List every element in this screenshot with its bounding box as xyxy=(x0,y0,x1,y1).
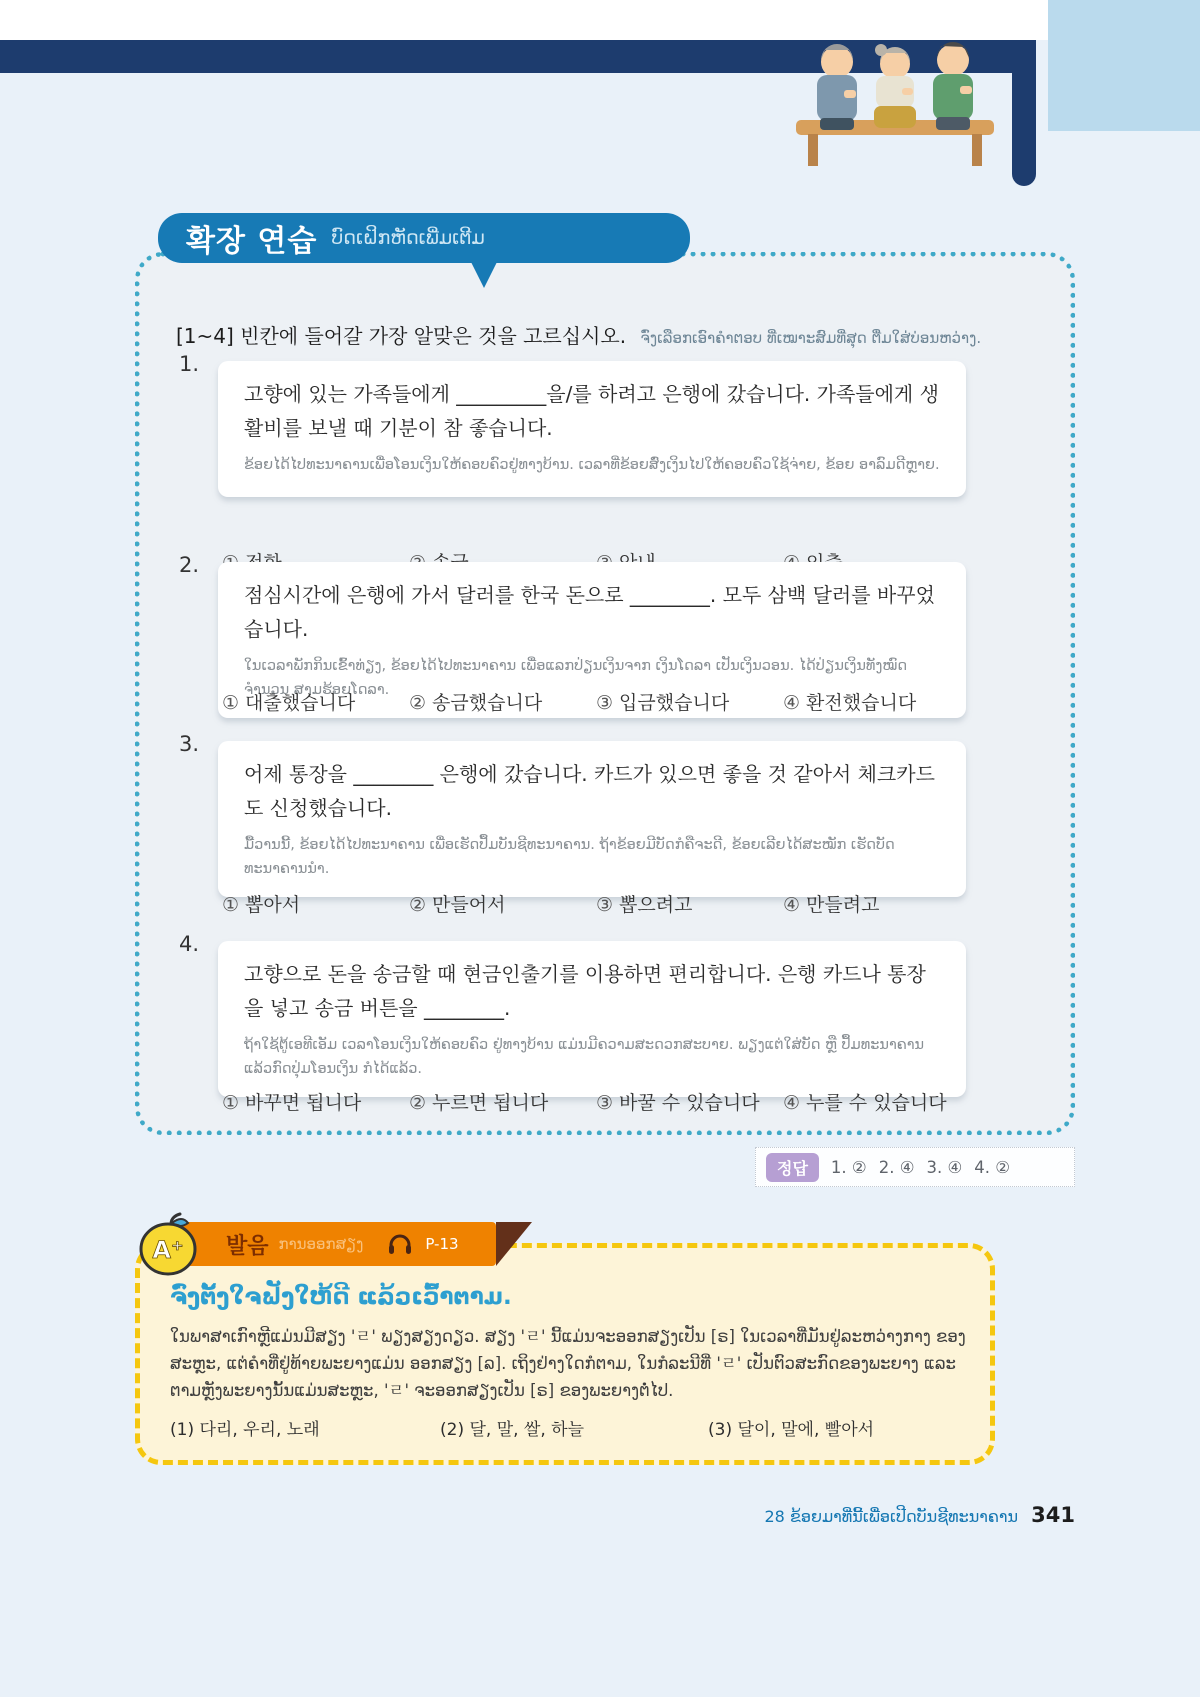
choices-row xyxy=(222,890,1012,917)
choice-label: 누를 수 있습니다 xyxy=(806,1092,947,1114)
choice-label: 누르면 됩니다 xyxy=(432,1092,549,1114)
choice-marker: ③ xyxy=(596,894,614,916)
people-illustration xyxy=(782,22,1007,174)
choice-label: 바꿀 수 있습니다 xyxy=(619,1092,760,1114)
pronunciation-title-ko: 발음 xyxy=(226,1233,269,1259)
choice-option[interactable] xyxy=(783,1088,970,1115)
question-number: 2. xyxy=(179,553,200,577)
section-header xyxy=(158,213,690,263)
pronunciation-title-lao: ການອອກສຽງ xyxy=(278,1235,364,1253)
choice-label: 뽑아서 xyxy=(245,894,301,916)
ribbon-fold-icon xyxy=(496,1222,532,1266)
choice-label: 뽑으려고 xyxy=(619,894,693,916)
pronunciation-examples xyxy=(170,1415,960,1440)
header-pointer-icon xyxy=(470,260,498,288)
choice-option[interactable] xyxy=(596,688,783,715)
choice-marker: ③ xyxy=(596,692,614,714)
choice-option[interactable] xyxy=(409,688,596,715)
choice-label: 만들어서 xyxy=(432,894,506,916)
instruction-line xyxy=(176,320,1046,349)
choice-marker: ② xyxy=(409,692,427,714)
example-item: (1) 다리, 우리, 노래 xyxy=(170,1420,320,1440)
answer-item: 4. ② xyxy=(974,1157,1011,1177)
choice-option[interactable] xyxy=(222,890,409,917)
choice-marker: ④ xyxy=(783,894,801,916)
choice-marker: ① xyxy=(222,692,240,714)
question-number: 1. xyxy=(179,352,200,376)
choice-marker: ② xyxy=(409,894,427,916)
choice-option[interactable] xyxy=(783,688,970,715)
choice-marker: ③ xyxy=(596,1092,614,1114)
question-text-lao: ໃນເວລາພັກກິນເຂົ້າທ່ຽງ, ຂ້ອຍໄດ້ໄປທະນາຄານ ເພື່ອແລກປ່ຽນເງິນຈາກ ເງິນໂດລາ ເປັນເງິນວອນ. ໄດ້ປ່ຽນເງິນທັງໝົດຈຳນວນ ສາມຮ້ອຍໂດລາ. xyxy=(244,658,908,698)
top-sky-block xyxy=(1048,0,1200,131)
answer-key xyxy=(755,1147,1075,1187)
answer-item: 2. ④ xyxy=(878,1157,915,1177)
choice-label: 송금했습니다 xyxy=(432,692,543,714)
pronunciation-box-title: ຈົ່ງຕັ້ງໃຈຟັງໃຫ້ດີ ແລ້ວເວົ້າຕາມ. xyxy=(170,1284,512,1310)
choice-option[interactable] xyxy=(596,1088,783,1115)
top-navy-corner xyxy=(1012,40,1036,186)
pronunciation-box xyxy=(135,1243,995,1465)
choice-option[interactable] xyxy=(409,890,596,917)
choice-option[interactable] xyxy=(222,688,409,715)
choice-marker: ① xyxy=(222,894,240,916)
choice-option[interactable] xyxy=(596,890,783,917)
audio-track-label[interactable]: P-13 xyxy=(425,1235,459,1253)
choice-label: 만들려고 xyxy=(806,894,880,916)
chapter-number: 28 xyxy=(764,1507,785,1526)
instruction-ko: [1~4] 빈칸에 들어갈 가장 알맞은 것을 고르십시오. xyxy=(176,324,627,348)
choice-marker: ② xyxy=(409,1092,427,1114)
question-text-ko: 점심시간에 은행에 가서 달러를 한국 돈으로 ________. 모두 삼백 달러를 바꾸었습니다. xyxy=(244,583,935,641)
question-text-ko: 어제 통장을 ________ 은행에 갔습니다. 카드가 있으면 좋을 것 같아서 체크카드도 신청했습니다. xyxy=(244,762,935,820)
question-text-ko: 고향에 있는 가족들에게 _________을/를 하려고 은행에 갔습니다. 가족들에게 생활비를 보낼 때 기분이 참 좋습니다. xyxy=(244,382,939,440)
question-text-lao: ຂ້ອຍໄດ້ໄປທະນາຄານເພື່ອໂອນເງິນໃຫ້ຄອບຄົວຢູ່ທາງບ້ານ. ເວລາທີ່ຂ້ອຍສົ່ງເງິນໄປໃຫ້ຄອບຄົວໃຊ້ຈ່າຍ, ຂ້ອຍ ອາລົມດີຫຼາຍ. xyxy=(244,457,940,473)
choice-option[interactable] xyxy=(783,890,970,917)
choice-option[interactable] xyxy=(222,1088,409,1115)
choice-label: 바꾸면 됩니다 xyxy=(245,1092,362,1114)
question-text-lao: ຖ້າໃຊ້ຕູ້ເອທີເອັມ ເວລາໂອນເງິນໃຫ້ຄອບຄົວ ຢູ່ທາງບ້ານ ແມ່ນມີຄວາມສະດວກສະບາຍ. ພຽງແຕ່ໃສ່ບັດ ຫຼື ປຶ້ມທະນາຄານ ແລ້ວກົດປຸ່ມໂອນເງິນ ກໍໄດ້ແລ້ວ. xyxy=(244,1037,925,1077)
svg-text:A⁺: A⁺ xyxy=(152,1236,184,1264)
answer-key-badge: 정답 xyxy=(766,1153,819,1182)
question-text-ko: 고향으로 돈을 송금할 때 현금인출기를 이용하면 편리합니다. 은행 카드나 통장을 넣고 송금 버튼을 ________. xyxy=(244,962,926,1020)
question-card xyxy=(218,741,966,897)
page-number: 341 xyxy=(1031,1503,1075,1527)
choice-label: 대출했습니다 xyxy=(245,692,356,714)
choice-label: 환전했습니다 xyxy=(806,692,917,714)
pronunciation-header xyxy=(160,1222,496,1266)
answer-item: 1. ② xyxy=(830,1157,867,1177)
example-item: (2) 달, 말, 쌀, 하늘 xyxy=(440,1420,585,1440)
question-text-lao: ມື້ວານນີ້, ຂ້ອຍໄດ້ໄປທະນາຄານ ເພື່ອເຮັດປຶ້ມບັນຊີທະນາຄານ. ຖ້າຂ້ອຍມີບັດກໍຄືຈະດີ, ຂ້ອຍເລີຍໄດ້ສະໝັກ ເຮັດບັດທະນາຄານນຳ. xyxy=(244,837,895,877)
page-footer xyxy=(0,1503,1075,1527)
question-number: 4. xyxy=(179,932,200,956)
choices-row xyxy=(222,1088,1012,1115)
section-title-ko: 확장 연습 xyxy=(186,224,318,259)
example-item: (3) 달이, 말에, 빨아서 xyxy=(708,1420,875,1440)
headphone-icon xyxy=(387,1233,413,1255)
choice-option[interactable] xyxy=(409,1088,596,1115)
pronunciation-body: ໃນພາສາເກົາຫຼີແມ່ນມີສຽງ 'ㄹ' ພຽງສຽງດຽວ. ສຽງ 'ㄹ' ນີ້ແມ່ນຈະອອກສຽງເປັນ [ຣ] ໃນເວລາທີ່ມັນຢູ່ລະຫວ່າງກາງ ຂອງສະຫຼະ, ແຕ່ຄຳທີ່ຢູ່ທ້າຍພະຍາງແມ່ນ ອອກສຽງ [ລ]. ເຖິງຢ່າງໃດກໍຕາມ, ໃນກໍລະນີທີ່ 'ㄹ' ເປັນຕົວສະກົດຂອງພະຍາງ ແລະ ຕາມຫຼັງພະຍາງນັ້ນແມ່ນສະຫຼະ, 'ㄹ' ຈະອອກສຽງເປັນ [ຣ] ຂອງພະຍາງຕໍ່ໄປ. xyxy=(170,1327,966,1400)
instruction-lao: ຈົ່ງເລືອກເອົາຄຳຕອບ ທີ່ເໝາະສົມທີ່ສຸດ ຕື່ມໃສ່ບ່ອນຫວ່າງ. xyxy=(640,329,982,347)
choice-marker: ④ xyxy=(783,692,801,714)
choice-marker: ④ xyxy=(783,1092,801,1114)
question-card xyxy=(218,361,966,497)
question-card xyxy=(218,941,966,1097)
apple-icon xyxy=(138,1212,200,1278)
question-number: 3. xyxy=(179,732,200,756)
section-title-lao: ບົດເຝິກຫັດເພີ່ມເຕີມ xyxy=(331,227,485,249)
answer-item: 3. ④ xyxy=(926,1157,963,1177)
choice-label: 입금했습니다 xyxy=(619,692,730,714)
choices-row xyxy=(222,688,1012,715)
choice-marker: ① xyxy=(222,1092,240,1114)
chapter-title: ຂ້ອຍມາທີ່ນີ້ເພື່ອເປີດບັນຊີທະນາຄານ xyxy=(789,1507,1019,1526)
